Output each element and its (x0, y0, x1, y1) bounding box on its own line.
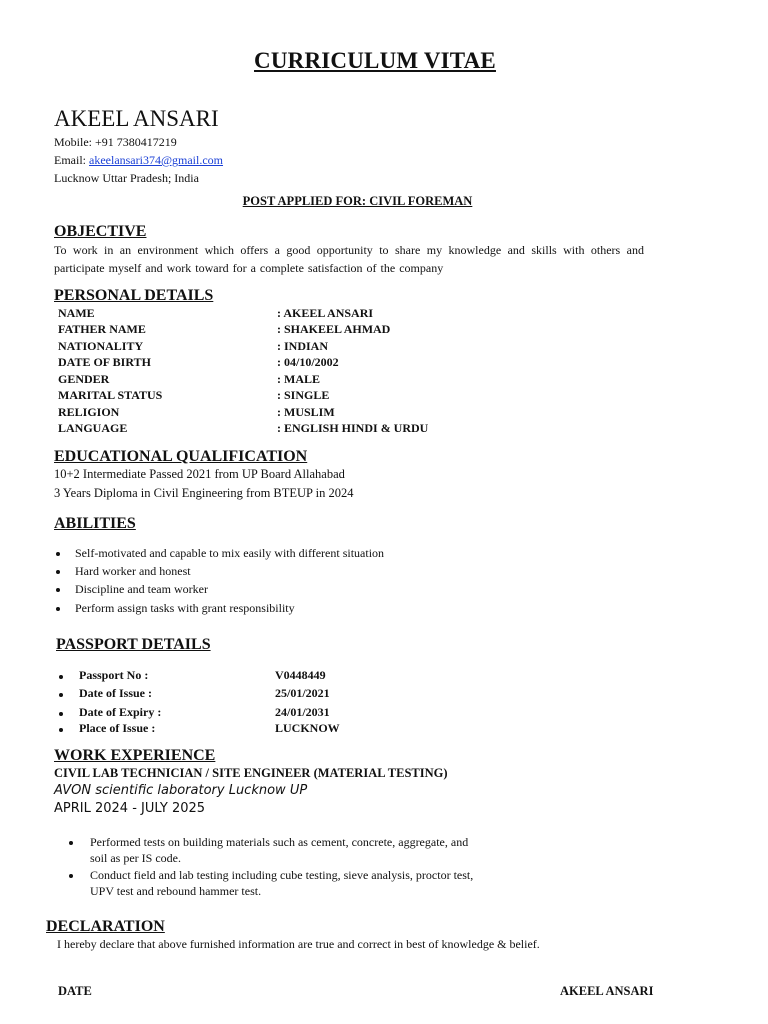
mobile-label: Mobile: (54, 135, 92, 149)
education-line: 10+2 Intermediate Passed 2021 from UP Board Allahabad (54, 467, 345, 481)
abilities-heading: ABILITIES (54, 515, 136, 532)
bullet-icon (59, 675, 63, 679)
passport-value: 24/01/2031 (275, 705, 330, 719)
list-item: Performed tests on building materials such as cement, concrete, aggregate, and (90, 835, 469, 849)
pd-label: LANGUAGE (58, 421, 128, 435)
passport-label: Passport No : (79, 668, 149, 682)
pd-label: GENDER (58, 372, 110, 386)
pd-value: : AKEEL ANSARI (277, 306, 374, 320)
employment-period: APRIL 2024 - JULY 2025 (54, 801, 206, 816)
bullet-icon (69, 841, 73, 845)
bullet-icon (59, 712, 63, 716)
bullet-icon (59, 693, 63, 697)
pd-label: MARITAL STATUS (58, 388, 163, 402)
pd-label: FATHER NAME (58, 322, 146, 336)
pd-label: NAME (58, 306, 95, 320)
email-link[interactable]: akeelansari374@gmail.com (89, 153, 224, 167)
list-item: Hard worker and honest (75, 564, 191, 578)
pd-value: : SHAKEEL AHMAD (277, 322, 391, 336)
passport-value: V0448449 (275, 668, 326, 682)
list-item: Perform assign tasks with grant responsibility (75, 601, 295, 615)
objective-heading: OBJECTIVE (54, 223, 147, 240)
education-heading: EDUCATIONAL QUALIFICATION (54, 448, 308, 465)
pd-value: : ENGLISH HINDI & URDU (277, 421, 429, 435)
bullet-icon (56, 570, 60, 574)
job-role: CIVIL LAB TECHNICIAN / SITE ENGINEER (MATERIAL TESTING) (54, 766, 448, 780)
passport-value: LUCKNOW (275, 721, 340, 735)
pd-value: : MALE (277, 372, 320, 386)
list-item-continuation: UPV test and rebound hammer test. (90, 884, 262, 898)
pd-value: : 04/10/2002 (277, 355, 339, 369)
passport-label: Place of Issue : (79, 721, 156, 735)
document-title: CURRICULUM VITAE (254, 48, 496, 73)
passport-value: 25/01/2021 (275, 686, 330, 700)
personal-details-heading: PERSONAL DETAILS (54, 287, 214, 304)
pd-label: NATIONALITY (58, 339, 144, 353)
list-item: Discipline and team worker (75, 582, 208, 596)
company-name: AVON scientific laboratory Lucknow UP (54, 783, 308, 798)
bullet-icon (56, 607, 60, 611)
email-line (54, 153, 223, 168)
bullet-icon (69, 874, 73, 878)
signature-name: AKEEL ANSARI (560, 984, 654, 998)
declaration-heading: DECLARATION (46, 918, 165, 935)
pd-value: : INDIAN (277, 339, 328, 353)
bullet-icon (56, 588, 60, 592)
objective-text: To work in an environment which offers a good opportunity to share my knowledge and skills with others and participate myself and work toward for a complete satisfaction of the company (54, 243, 644, 275)
date-label: DATE (58, 984, 92, 998)
mobile-number: +91 7380417219 (95, 135, 177, 149)
pd-value: : MUSLIM (277, 405, 335, 419)
bullet-icon (56, 552, 60, 556)
pd-value: : SINGLE (277, 388, 330, 402)
pd-label: DATE OF BIRTH (58, 355, 151, 369)
list-item: Self-motivated and capable to mix easily with different situation (75, 546, 385, 560)
education-line: 3 Years Diploma in Civil Engineering from BTEUP in 2024 (54, 486, 354, 500)
passport-label: Date of Expiry : (79, 705, 162, 719)
email-label: Email: (54, 153, 86, 167)
candidate-name: AKEEL ANSARI (54, 106, 219, 131)
declaration-text: I hereby declare that above furnished information are true and correct in best of knowledge & belief. (57, 937, 540, 951)
list-item: Conduct field and lab testing including cube testing, sieve analysis, proctor test, (90, 868, 474, 882)
list-item-continuation: soil as per IS code. (90, 851, 181, 865)
bullet-icon (59, 728, 63, 732)
passport-label: Date of Issue : (79, 686, 152, 700)
location-line: Lucknow Uttar Pradesh; India (54, 171, 199, 185)
mobile-line (54, 135, 177, 150)
post-applied: POST APPLIED FOR: CIVIL FOREMAN (242, 194, 473, 208)
work-experience-heading: WORK EXPERIENCE (54, 747, 216, 764)
passport-heading: PASSPORT DETAILS (56, 636, 211, 653)
pd-label: RELIGION (58, 405, 120, 419)
